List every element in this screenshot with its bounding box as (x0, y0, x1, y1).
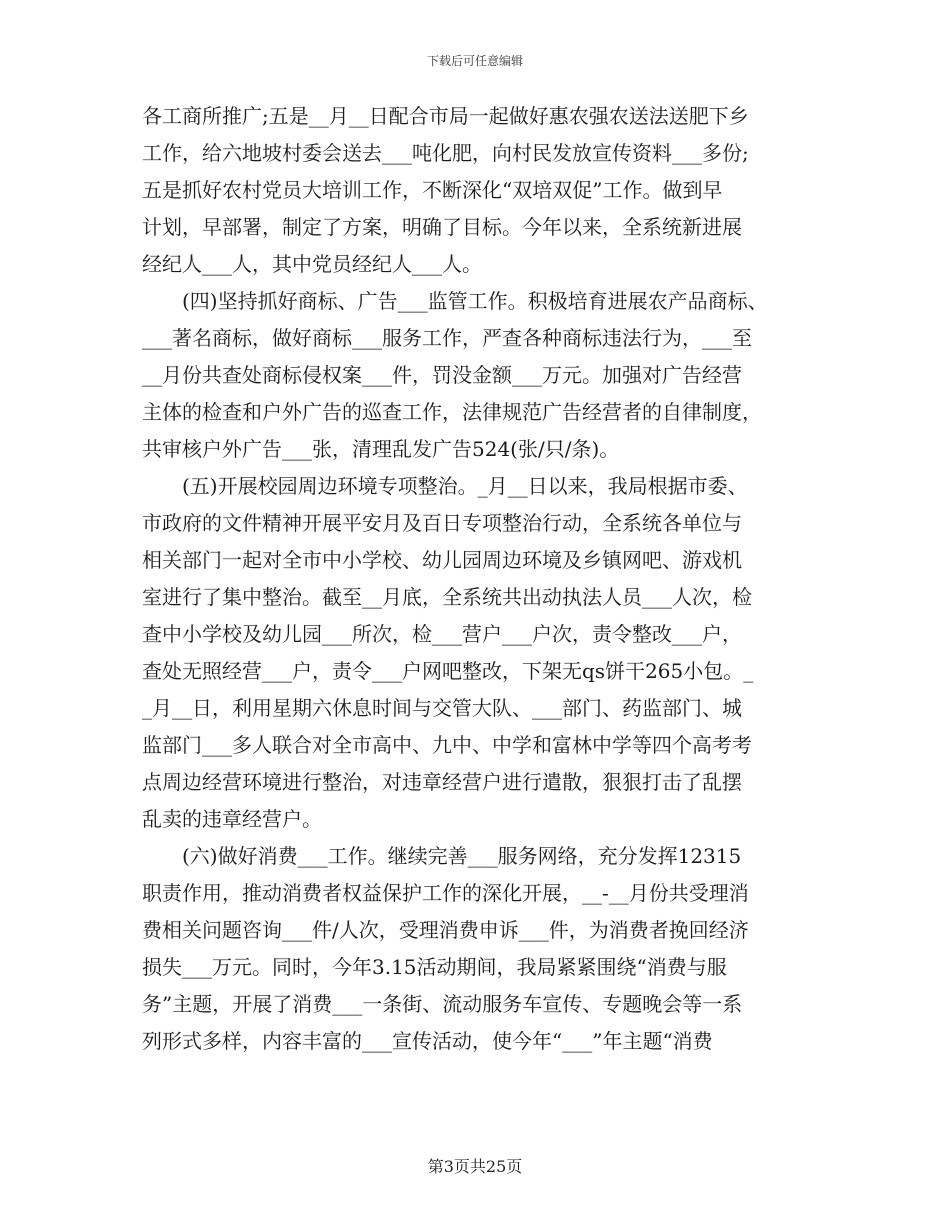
text-line: ___著名商标，做好商标___服务工作，严查各种商标违法行为，___至 (142, 326, 752, 350)
text-line: 列形式多样，内容丰富的___宣传活动，使今年“___”年主题“消费 (142, 1029, 713, 1053)
document-body (142, 98, 832, 1060)
text-line: 工作，给六地坡村委会送去___吨化肥，向村民发放宣传资料___多份; (142, 141, 749, 165)
text-line: 乱卖的违章经营户。 (142, 807, 322, 831)
text-line: 监部门___多人联合对全市高中、九中、中学和富林中学等四个高考考 (142, 733, 752, 757)
text-line: 点周边经营环境进行整治，对违章经营户进行遣散，狠狠打击了乱摆 (142, 770, 742, 794)
text-line: 各工商所推广;五是__月__日配合市局一起做好惠农强农送法送肥下乡 (142, 104, 749, 128)
text-line: 室进行了集中整治。截至__月底，全系统共出动执法人员___人次，检 (142, 585, 752, 609)
text-line: 职责作用，推动消费者权益保护工作的深化开展，__-__月份共受理消 (142, 881, 749, 905)
text-line: 费相关问题咨询___件/人次，受理消费申诉___件，为消费者挽回经济 (142, 918, 749, 942)
page-number: 第3页共25页 (427, 1157, 523, 1176)
paragraph-start-line: (六)做好消费___工作。继续完善___服务网络，充分发挥12315 (142, 844, 742, 868)
text-line: 计划，早部署，制定了方案，明确了目标。今年以来，全系统新进展 (142, 215, 742, 239)
text-line: 共审核户外广告___张，清理乱发广告524(张/只/条)。 (142, 437, 620, 461)
text-line: 损失___万元。同时，今年3.15活动期间，我局紧紧围绕“消费与服 (142, 955, 727, 979)
text-line: 查中小学校及幼儿园___所次，检___营户___户次，责令整改___户， (142, 622, 742, 646)
paragraph-start-line: (五)开展校园周边环境专项整治。_月__日以来，我局根据市委、 (142, 474, 748, 498)
text-line: 经纪人___人，其中党员经纪人___人。 (142, 252, 482, 276)
text-line: __月份共查处商标侵权案___件，罚没金额___万元。加强对广告经营 (142, 363, 742, 387)
text-line: 务”主题，开展了消费___一条街、流动服务车宣传、专题晚会等一系 (142, 992, 743, 1016)
page-header: 下载后可任意编辑 (426, 54, 523, 68)
text-line: 市政府的文件精神开展平安月及百日专项整治行动，全系统各单位与 (142, 511, 742, 535)
text-line: 相关部门一起对全市中小学校、幼儿园周边环境及乡镇网吧、游戏机 (142, 548, 742, 572)
paragraph-start-line: (四)坚持抓好商标、广告___监管工作。积极培育进展农产品商标、 (142, 289, 768, 313)
text-line: 查处无照经营___户，责令___户网吧整改，下架无qs饼干265小包。_ (142, 659, 754, 683)
text-line: _月__日，利用星期六休息时间与交管大队、___部门、药监部门、城 (142, 696, 742, 720)
text-line: 五是抓好农村党员大培训工作，不断深化“双培双促”工作。做到早 (142, 178, 723, 202)
text-line: 主体的检查和户外广告的巡查工作，法律规范广告经营者的自律制度， (142, 400, 762, 424)
